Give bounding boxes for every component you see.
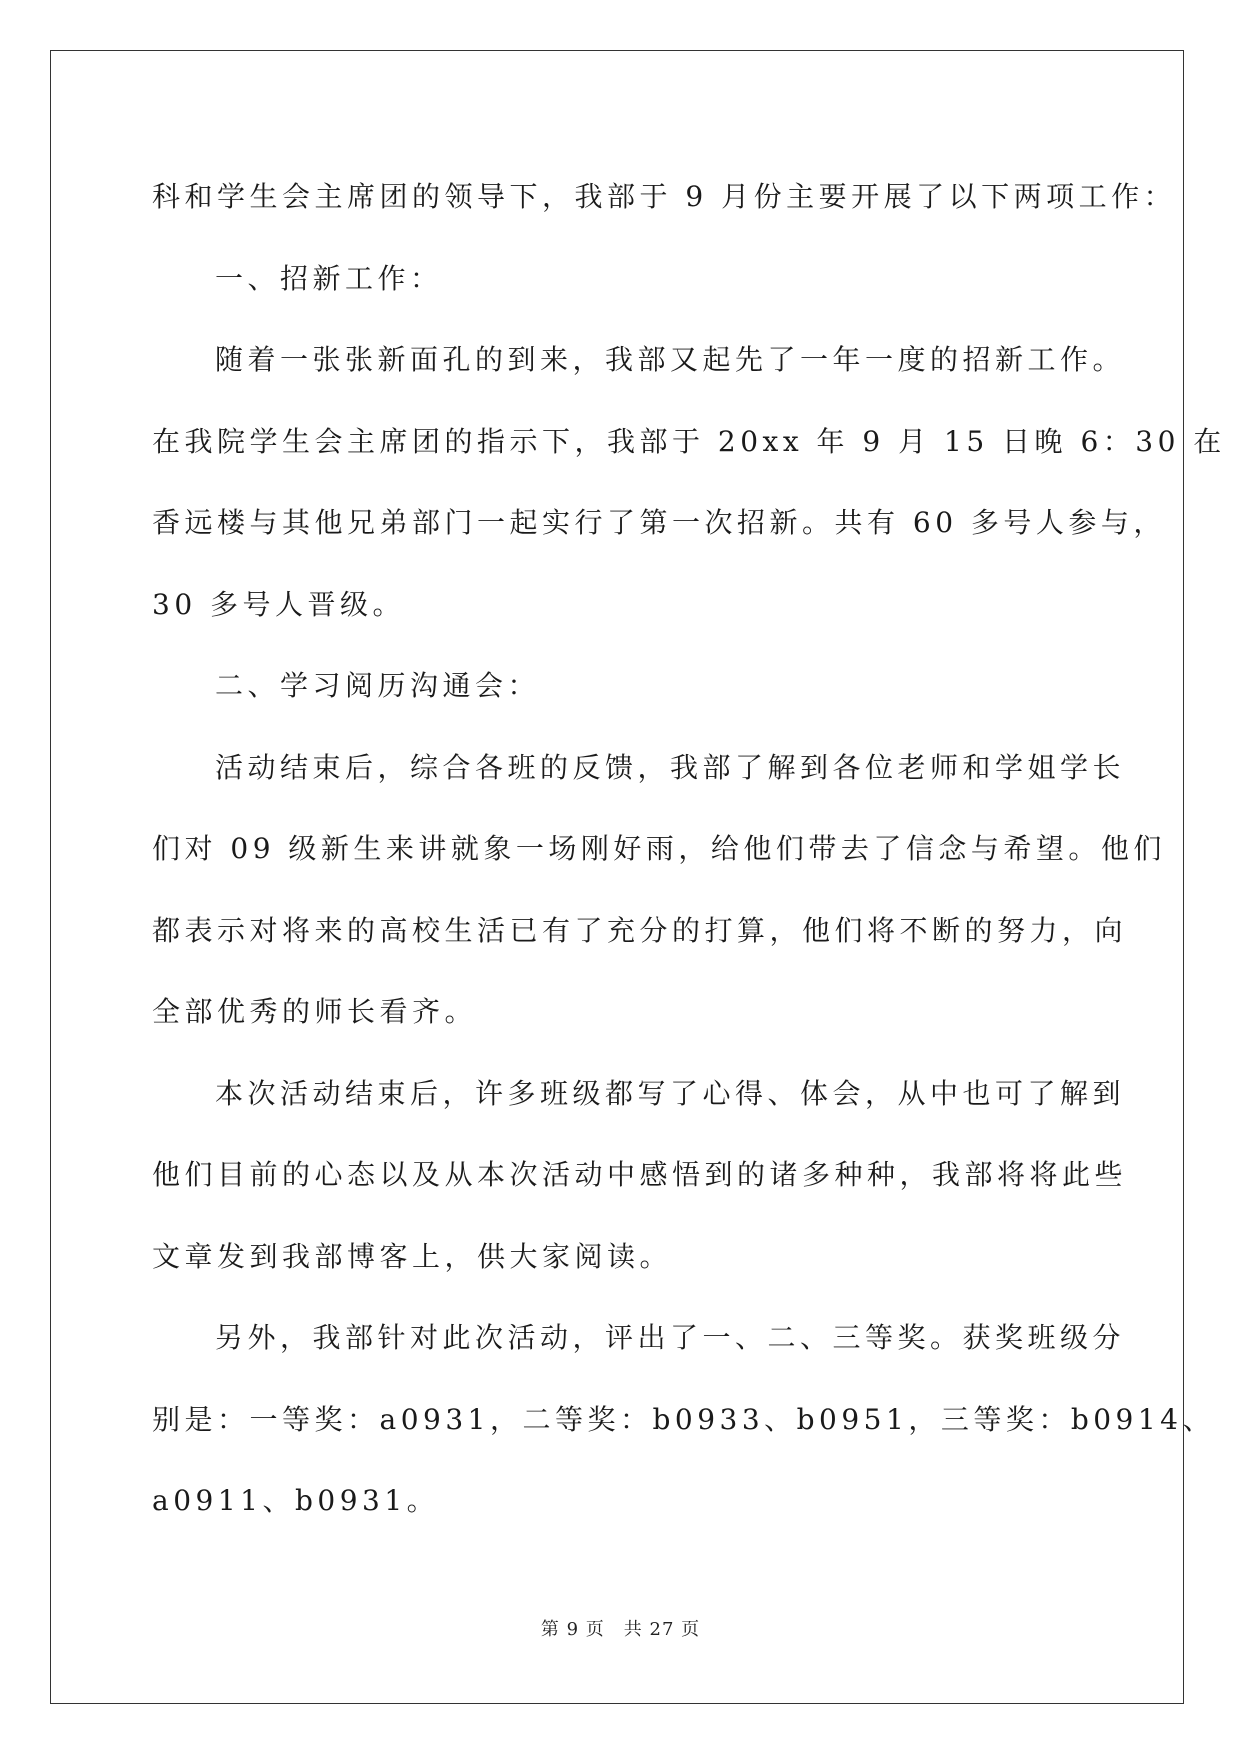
page-number-footer: 第 9 页 共 27 页 xyxy=(540,1619,701,1640)
text-line: 本次活动结束后，许多班级都写了心得、体会，从中也可了解到 xyxy=(215,1076,1126,1110)
text-line: 都表示对将来的高校生活已有了充分的打算，他们将不断的努力，向 xyxy=(152,913,1128,947)
text-line: 随着一张张新面孔的到来，我部又起先了一年一度的招新工作。 xyxy=(215,343,1126,376)
text-line: 在我院学生会主席团的指示下，我部于 20xx 年 9 月 15 日晚 6：30 在 xyxy=(152,424,1226,458)
text-line: 他们目前的心态以及从本次活动中感悟到的诸多种种，我部将将此些 xyxy=(152,1158,1128,1191)
text-line: 另外，我部针对此次活动，评出了一、二、三等奖。获奖班级分 xyxy=(215,1321,1126,1354)
text-line: 活动结束后，综合各班的反馈，我部了解到各位老师和学姐学长 xyxy=(215,750,1126,784)
text-line: 别是：一等奖：a0931，二等奖：b0933、b0951，三等奖：b0914、 xyxy=(152,1402,1215,1436)
text-line: 科和学生会主席团的领导下，我部于 9 月份主要开展了以下两项工作： xyxy=(152,180,1177,213)
text-line: 香远楼与其他兄弟部门一起实行了第一次招新。共有 60 多号人参与， xyxy=(152,506,1166,539)
text-line: 30 多号人晋级。 xyxy=(152,587,406,621)
text-line: 全部优秀的师长看齐。 xyxy=(152,995,478,1028)
text-line: 文章发到我部博客上，供大家阅读。 xyxy=(152,1239,673,1273)
text-line: 们对 09 级新生来讲就象一场刚好雨，给他们带去了信念与希望。他们 xyxy=(152,832,1166,865)
document-body xyxy=(152,156,1226,1542)
text-line: 一、招新工作： xyxy=(215,261,443,295)
text-line: 二、学习阅历沟通会： xyxy=(215,669,541,702)
text-line: a0911、b0931。 xyxy=(152,1484,440,1517)
